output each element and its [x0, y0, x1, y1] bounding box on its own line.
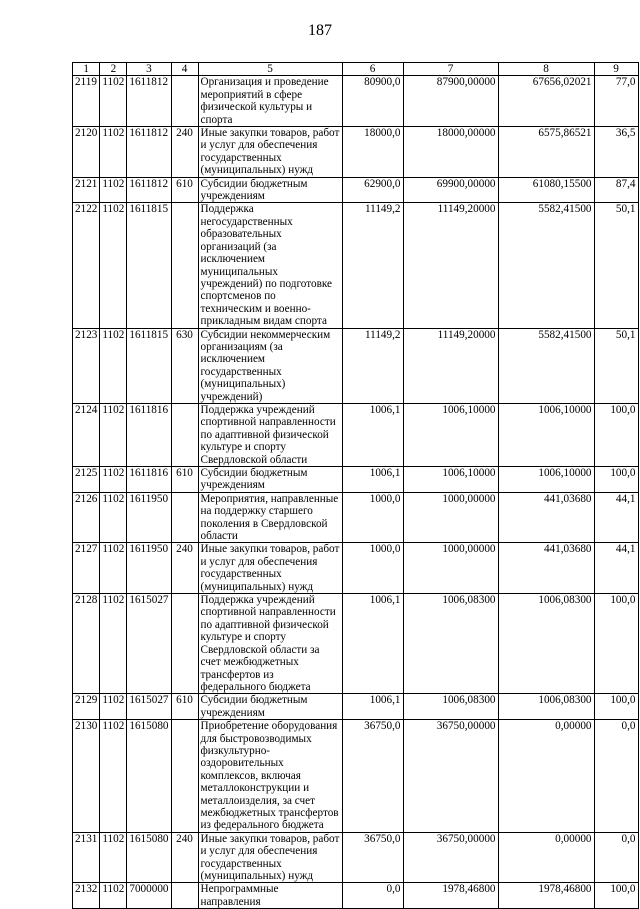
- expense-type-code-cell: [171, 492, 198, 543]
- percent-executed-cell: 44,1: [594, 492, 638, 543]
- header-row: [73, 63, 639, 76]
- row-number-cell: 2119: [73, 76, 100, 127]
- percent-executed-cell: 50,1: [594, 328, 638, 403]
- description-cell: Иные закупки товаров, работ и услуг для обеспечения государственных (муниципальных) нужд: [198, 127, 342, 178]
- percent-executed-cell: 100,0: [594, 467, 638, 493]
- executed-amount-cell: 441,03680: [498, 492, 594, 543]
- percent-executed-cell: 36,5: [594, 127, 638, 178]
- expense-type-code-cell: [171, 594, 198, 694]
- percent-executed-cell: 50,1: [594, 203, 638, 328]
- description-cell: Субсидии бюджетным учреждениям: [198, 177, 342, 203]
- expense-type-code-cell: [171, 403, 198, 466]
- percent-executed-cell: 100,0: [594, 594, 638, 694]
- row-number-cell: 2125: [73, 467, 100, 493]
- header-cell-5: 5: [198, 63, 342, 76]
- description-cell: Поддержка негосударственных образовательных организаций (за исключением муниципальных учреждений) по подготовке спортсменов по техническим и военно-прикладным видам спорта: [198, 203, 342, 328]
- target-article-code-cell: 1611950: [127, 492, 171, 543]
- row-number-cell: 2130: [73, 720, 100, 833]
- approved-amount-cell: 1006,1: [342, 467, 403, 493]
- table-row: [73, 403, 639, 466]
- revised-amount-cell: 18000,00000: [403, 127, 498, 178]
- expense-type-code-cell: 610: [171, 467, 198, 493]
- header-cell-2: 2: [100, 63, 127, 76]
- expense-type-code-cell: 240: [171, 832, 198, 883]
- revised-amount-cell: 11149,20000: [403, 328, 498, 403]
- section-code-cell: 1102: [100, 694, 127, 720]
- description-cell: Мероприятия, направленные на поддержку старшего поколения в Свердловской области: [198, 492, 342, 543]
- table-row: [73, 127, 639, 178]
- row-number-cell: 2128: [73, 594, 100, 694]
- executed-amount-cell: 5582,41500: [498, 328, 594, 403]
- target-article-code-cell: 1615027: [127, 694, 171, 720]
- executed-amount-cell: 0,00000: [498, 832, 594, 883]
- expense-type-code-cell: [171, 203, 198, 328]
- header-cell-9: 9: [594, 63, 638, 76]
- row-number-cell: 2123: [73, 328, 100, 403]
- target-article-code-cell: 7000000: [127, 883, 171, 909]
- section-code-cell: 1102: [100, 177, 127, 203]
- description-cell: Субсидии бюджетным учреждениям: [198, 694, 342, 720]
- revised-amount-cell: 1006,08300: [403, 694, 498, 720]
- table-row: [73, 467, 639, 493]
- executed-amount-cell: 1006,10000: [498, 403, 594, 466]
- description-cell: Иные закупки товаров, работ и услуг для обеспечения государственных (муниципальных) нужд: [198, 832, 342, 883]
- target-article-code-cell: 1615027: [127, 594, 171, 694]
- expense-type-code-cell: 240: [171, 543, 198, 594]
- section-code-cell: 1102: [100, 127, 127, 178]
- section-code-cell: 1102: [100, 467, 127, 493]
- description-cell: Иные закупки товаров, работ и услуг для обеспечения государственных (муниципальных) нужд: [198, 543, 342, 594]
- revised-amount-cell: 69900,00000: [403, 177, 498, 203]
- target-article-code-cell: 1611815: [127, 203, 171, 328]
- executed-amount-cell: 1006,10000: [498, 467, 594, 493]
- table-header: [73, 63, 639, 76]
- row-number-cell: 2129: [73, 694, 100, 720]
- expense-type-code-cell: 630: [171, 328, 198, 403]
- approved-amount-cell: 1006,1: [342, 694, 403, 720]
- table-row: [73, 203, 639, 328]
- revised-amount-cell: 1000,00000: [403, 543, 498, 594]
- table-row: [73, 594, 639, 694]
- section-code-cell: 1102: [100, 720, 127, 833]
- approved-amount-cell: 1000,0: [342, 492, 403, 543]
- table-row: [73, 76, 639, 127]
- approved-amount-cell: 62900,0: [342, 177, 403, 203]
- table-body: [73, 76, 639, 909]
- executed-amount-cell: 67656,02021: [498, 76, 594, 127]
- expense-type-code-cell: 610: [171, 694, 198, 720]
- row-number-cell: 2124: [73, 403, 100, 466]
- approved-amount-cell: 80900,0: [342, 76, 403, 127]
- description-cell: Субсидии бюджетным учреждениям: [198, 467, 342, 493]
- revised-amount-cell: 11149,20000: [403, 203, 498, 328]
- revised-amount-cell: 1978,46800: [403, 883, 498, 909]
- description-cell: Непрограммные направления: [198, 883, 342, 909]
- section-code-cell: 1102: [100, 594, 127, 694]
- table-row: [73, 543, 639, 594]
- expense-type-code-cell: 610: [171, 177, 198, 203]
- table-row: [73, 328, 639, 403]
- executed-amount-cell: 5582,41500: [498, 203, 594, 328]
- percent-executed-cell: 100,0: [594, 694, 638, 720]
- table-row: [73, 720, 639, 833]
- header-cell-8: 8: [498, 63, 594, 76]
- expense-type-code-cell: [171, 76, 198, 127]
- target-article-code-cell: 1611812: [127, 127, 171, 178]
- section-code-cell: 1102: [100, 328, 127, 403]
- percent-executed-cell: 44,1: [594, 543, 638, 594]
- revised-amount-cell: 1006,10000: [403, 467, 498, 493]
- section-code-cell: 1102: [100, 203, 127, 328]
- row-number-cell: 2121: [73, 177, 100, 203]
- row-number-cell: 2132: [73, 883, 100, 909]
- approved-amount-cell: 11149,2: [342, 328, 403, 403]
- target-article-code-cell: 1615080: [127, 832, 171, 883]
- target-article-code-cell: 1611812: [127, 177, 171, 203]
- table-row: [73, 177, 639, 203]
- table-row: [73, 832, 639, 883]
- section-code-cell: 1102: [100, 76, 127, 127]
- description-cell: Субсидии некоммерческим организациям (за исключением государственных (муниципальных) учреждений): [198, 328, 342, 403]
- description-cell: Приобретение оборудования для быстровозводимых физкультурно-оздоровительных комплексов, включая металлоконструкции и металлоизделия, за счет межбюджетных трансфертов из федерального бюджета: [198, 720, 342, 833]
- revised-amount-cell: 1000,00000: [403, 492, 498, 543]
- budget-table: [72, 62, 639, 909]
- section-code-cell: 1102: [100, 492, 127, 543]
- revised-amount-cell: 36750,00000: [403, 832, 498, 883]
- approved-amount-cell: 11149,2: [342, 203, 403, 328]
- approved-amount-cell: 0,0: [342, 883, 403, 909]
- expense-type-code-cell: 240: [171, 127, 198, 178]
- header-cell-3: 3: [127, 63, 171, 76]
- executed-amount-cell: 1006,08300: [498, 594, 594, 694]
- header-cell-7: 7: [403, 63, 498, 76]
- description-cell: Поддержка учреждений спортивной направленности по адаптивной физической культуре и спорту Свердловской области: [198, 403, 342, 466]
- section-code-cell: 1102: [100, 403, 127, 466]
- target-article-code-cell: 1611815: [127, 328, 171, 403]
- executed-amount-cell: 0,00000: [498, 720, 594, 833]
- percent-executed-cell: 0,0: [594, 720, 638, 833]
- header-cell-1: 1: [73, 63, 100, 76]
- approved-amount-cell: 1006,1: [342, 594, 403, 694]
- approved-amount-cell: 36750,0: [342, 832, 403, 883]
- executed-amount-cell: 1978,46800: [498, 883, 594, 909]
- percent-executed-cell: 0,0: [594, 832, 638, 883]
- revised-amount-cell: 87900,00000: [403, 76, 498, 127]
- target-article-code-cell: 1611816: [127, 467, 171, 493]
- revised-amount-cell: 1006,10000: [403, 403, 498, 466]
- target-article-code-cell: 1611816: [127, 403, 171, 466]
- row-number-cell: 2120: [73, 127, 100, 178]
- target-article-code-cell: 1611950: [127, 543, 171, 594]
- row-number-cell: 2122: [73, 203, 100, 328]
- table-row: [73, 492, 639, 543]
- page-number: 187: [308, 22, 332, 39]
- approved-amount-cell: 1006,1: [342, 403, 403, 466]
- percent-executed-cell: 100,0: [594, 883, 638, 909]
- section-code-cell: 1102: [100, 832, 127, 883]
- executed-amount-cell: 6575,86521: [498, 127, 594, 178]
- approved-amount-cell: 1000,0: [342, 543, 403, 594]
- section-code-cell: 1102: [100, 883, 127, 909]
- percent-executed-cell: 77,0: [594, 76, 638, 127]
- row-number-cell: 2131: [73, 832, 100, 883]
- expense-type-code-cell: [171, 720, 198, 833]
- approved-amount-cell: 36750,0: [342, 720, 403, 833]
- percent-executed-cell: 100,0: [594, 403, 638, 466]
- table-row: [73, 694, 639, 720]
- header-cell-6: 6: [342, 63, 403, 76]
- description-cell: Поддержка учреждений спортивной направленности по адаптивной физической культуре и спорту Свердловской области за счет межбюджетных трансфертов из федерального бюджета: [198, 594, 342, 694]
- revised-amount-cell: 1006,08300: [403, 594, 498, 694]
- section-code-cell: 1102: [100, 543, 127, 594]
- revised-amount-cell: 36750,00000: [403, 720, 498, 833]
- target-article-code-cell: 1615080: [127, 720, 171, 833]
- executed-amount-cell: 441,03680: [498, 543, 594, 594]
- percent-executed-cell: 87,4: [594, 177, 638, 203]
- executed-amount-cell: 1006,08300: [498, 694, 594, 720]
- approved-amount-cell: 18000,0: [342, 127, 403, 178]
- row-number-cell: 2127: [73, 543, 100, 594]
- header-cell-4: 4: [171, 63, 198, 76]
- description-cell: Организация и проведение мероприятий в сфере физической культуры и спорта: [198, 76, 342, 127]
- target-article-code-cell: 1611812: [127, 76, 171, 127]
- row-number-cell: 2126: [73, 492, 100, 543]
- executed-amount-cell: 61080,15500: [498, 177, 594, 203]
